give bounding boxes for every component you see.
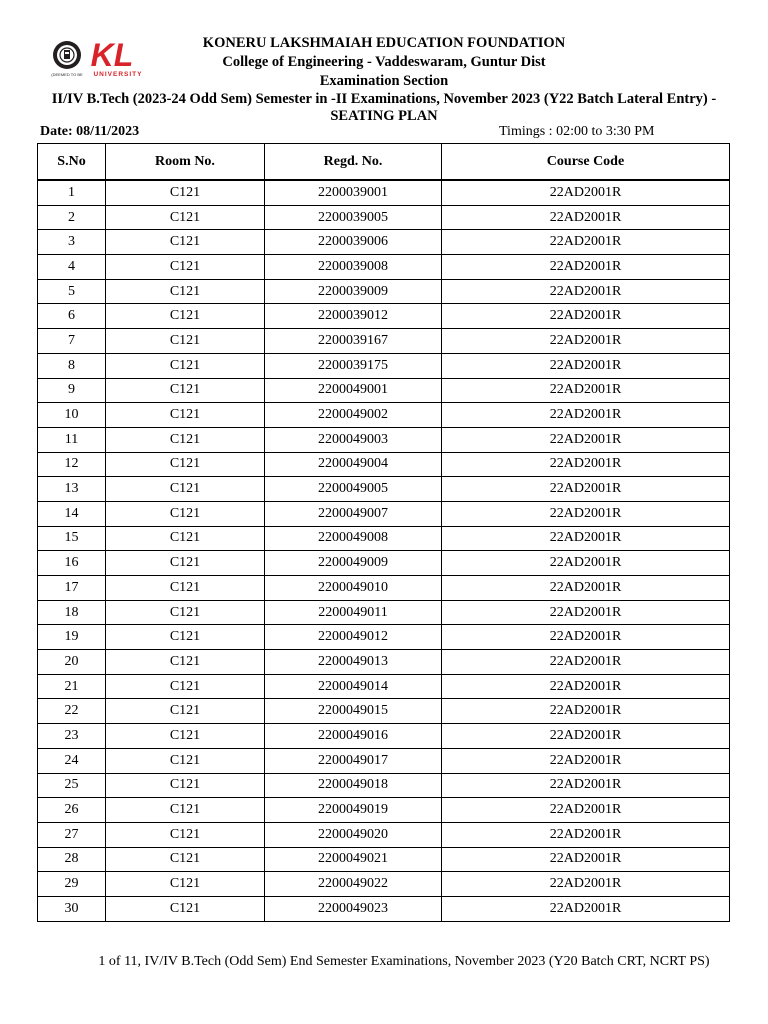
cell-regd: 2200039012 bbox=[265, 304, 442, 329]
cell-course: 22AD2001R bbox=[442, 896, 730, 921]
cell-course: 22AD2001R bbox=[442, 427, 730, 452]
cell-regd: 2200039175 bbox=[265, 353, 442, 378]
table-row bbox=[38, 526, 730, 551]
section-name: Examination Section bbox=[319, 73, 449, 89]
column-header-room: Room No. bbox=[106, 144, 265, 181]
cell-regd: 2200049012 bbox=[265, 625, 442, 650]
cell-room: C121 bbox=[106, 773, 265, 798]
cell-room: C121 bbox=[106, 180, 265, 205]
table-row bbox=[38, 255, 730, 280]
cell-sno: 20 bbox=[38, 650, 106, 675]
exam-date: Date: 08/11/2023 bbox=[40, 124, 140, 139]
cell-sno: 6 bbox=[38, 304, 106, 329]
table-row bbox=[38, 501, 730, 526]
cell-course: 22AD2001R bbox=[442, 748, 730, 773]
cell-course: 22AD2001R bbox=[442, 551, 730, 576]
exam-timings: Timings : 02:00 to 3:30 PM bbox=[499, 124, 655, 139]
table-row bbox=[38, 230, 730, 255]
table-row bbox=[38, 304, 730, 329]
table-row bbox=[38, 872, 730, 897]
cell-sno: 4 bbox=[38, 255, 106, 280]
table-row bbox=[38, 724, 730, 749]
cell-course: 22AD2001R bbox=[442, 798, 730, 823]
page-footer: 1 of 11, IV/IV B.Tech (Odd Sem) End Semester Examinations, November 2023 (Y20 Batch CRT, NCRT PS) bbox=[98, 954, 710, 969]
cell-regd: 2200049008 bbox=[265, 526, 442, 551]
cell-course: 22AD2001R bbox=[442, 600, 730, 625]
cell-course: 22AD2001R bbox=[442, 353, 730, 378]
cell-course: 22AD2001R bbox=[442, 477, 730, 502]
cell-regd: 2200039001 bbox=[265, 180, 442, 205]
cell-room: C121 bbox=[106, 329, 265, 354]
cell-sno: 13 bbox=[38, 477, 106, 502]
date-timings-row bbox=[40, 124, 730, 142]
cell-regd: 2200049005 bbox=[265, 477, 442, 502]
cell-regd: 2200039008 bbox=[265, 255, 442, 280]
cell-course: 22AD2001R bbox=[442, 872, 730, 897]
cell-regd: 2200049019 bbox=[265, 798, 442, 823]
cell-sno: 21 bbox=[38, 674, 106, 699]
cell-sno: 2 bbox=[38, 205, 106, 230]
cell-sno: 22 bbox=[38, 699, 106, 724]
cell-room: C121 bbox=[106, 378, 265, 403]
column-header-sno: S.No bbox=[38, 144, 106, 181]
cell-regd: 2200049018 bbox=[265, 773, 442, 798]
cell-regd: 2200049016 bbox=[265, 724, 442, 749]
cell-room: C121 bbox=[106, 353, 265, 378]
cell-room: C121 bbox=[106, 600, 265, 625]
cell-regd: 2200049017 bbox=[265, 748, 442, 773]
table-row bbox=[38, 625, 730, 650]
table-row bbox=[38, 822, 730, 847]
cell-course: 22AD2001R bbox=[442, 699, 730, 724]
cell-sno: 5 bbox=[38, 279, 106, 304]
cell-sno: 24 bbox=[38, 748, 106, 773]
table-row bbox=[38, 205, 730, 230]
exam-title: II/IV B.Tech (2023-24 Odd Sem) Semester in -II Examinations, November 2023 (Y22 Batch Lateral Entry) -SEATING PLAN bbox=[51, 91, 717, 124]
cell-sno: 11 bbox=[38, 427, 106, 452]
cell-regd: 2200049013 bbox=[265, 650, 442, 675]
table-row bbox=[38, 773, 730, 798]
cell-course: 22AD2001R bbox=[442, 501, 730, 526]
cell-room: C121 bbox=[106, 724, 265, 749]
cell-room: C121 bbox=[106, 403, 265, 428]
cell-regd: 2200049007 bbox=[265, 501, 442, 526]
cell-room: C121 bbox=[106, 279, 265, 304]
cell-regd: 2200049002 bbox=[265, 403, 442, 428]
cell-sno: 9 bbox=[38, 378, 106, 403]
table-row bbox=[38, 798, 730, 823]
cell-regd: 2200049001 bbox=[265, 378, 442, 403]
cell-sno: 14 bbox=[38, 501, 106, 526]
cell-room: C121 bbox=[106, 551, 265, 576]
table-row bbox=[38, 650, 730, 675]
cell-room: C121 bbox=[106, 872, 265, 897]
cell-regd: 2200049004 bbox=[265, 452, 442, 477]
cell-room: C121 bbox=[106, 674, 265, 699]
table-body bbox=[38, 180, 730, 921]
cell-regd: 2200039005 bbox=[265, 205, 442, 230]
cell-room: C121 bbox=[106, 452, 265, 477]
cell-course: 22AD2001R bbox=[442, 205, 730, 230]
table-row bbox=[38, 452, 730, 477]
cell-room: C121 bbox=[106, 798, 265, 823]
cell-course: 22AD2001R bbox=[442, 650, 730, 675]
column-header-course: Course Code bbox=[442, 144, 730, 181]
cell-room: C121 bbox=[106, 477, 265, 502]
cell-sno: 29 bbox=[38, 872, 106, 897]
table-row bbox=[38, 600, 730, 625]
cell-course: 22AD2001R bbox=[442, 724, 730, 749]
cell-course: 22AD2001R bbox=[442, 279, 730, 304]
table-row bbox=[38, 279, 730, 304]
cell-room: C121 bbox=[106, 230, 265, 255]
cell-course: 22AD2001R bbox=[442, 526, 730, 551]
table-row bbox=[38, 403, 730, 428]
cell-regd: 2200049009 bbox=[265, 551, 442, 576]
cell-regd: 2200049023 bbox=[265, 896, 442, 921]
cell-sno: 25 bbox=[38, 773, 106, 798]
cell-course: 22AD2001R bbox=[442, 674, 730, 699]
table-row bbox=[38, 847, 730, 872]
cell-course: 22AD2001R bbox=[442, 329, 730, 354]
seating-plan-table bbox=[37, 143, 730, 922]
table-row bbox=[38, 353, 730, 378]
cell-room: C121 bbox=[106, 205, 265, 230]
cell-room: C121 bbox=[106, 650, 265, 675]
cell-sno: 23 bbox=[38, 724, 106, 749]
cell-room: C121 bbox=[106, 576, 265, 601]
college-name: College of Engineering - Vaddeswaram, Guntur Dist bbox=[222, 54, 546, 70]
cell-regd: 2200049015 bbox=[265, 699, 442, 724]
cell-sno: 1 bbox=[38, 180, 106, 205]
cell-sno: 30 bbox=[38, 896, 106, 921]
table-row bbox=[38, 180, 730, 205]
cell-regd: 2200039167 bbox=[265, 329, 442, 354]
table-row bbox=[38, 477, 730, 502]
table-row bbox=[38, 699, 730, 724]
cell-course: 22AD2001R bbox=[442, 452, 730, 477]
cell-course: 22AD2001R bbox=[442, 255, 730, 280]
table-row bbox=[38, 329, 730, 354]
column-header-regd: Regd. No. bbox=[265, 144, 442, 181]
table-row bbox=[38, 576, 730, 601]
cell-course: 22AD2001R bbox=[442, 180, 730, 205]
cell-room: C121 bbox=[106, 699, 265, 724]
cell-course: 22AD2001R bbox=[442, 576, 730, 601]
table-row bbox=[38, 896, 730, 921]
cell-room: C121 bbox=[106, 822, 265, 847]
cell-course: 22AD2001R bbox=[442, 822, 730, 847]
document-header bbox=[0, 34, 768, 125]
logo-tagline: (DEEMED TO BE bbox=[51, 72, 83, 77]
cell-room: C121 bbox=[106, 255, 265, 280]
cell-regd: 2200049014 bbox=[265, 674, 442, 699]
cell-room: C121 bbox=[106, 427, 265, 452]
logo-university-text: UNIVERSITY bbox=[93, 71, 143, 78]
cell-sno: 16 bbox=[38, 551, 106, 576]
cell-room: C121 bbox=[106, 748, 265, 773]
cell-room: C121 bbox=[106, 304, 265, 329]
table-row bbox=[38, 674, 730, 699]
table-row bbox=[38, 427, 730, 452]
organization-name: KONERU LAKSHMAIAH EDUCATION FOUNDATION bbox=[202, 35, 566, 51]
cell-sno: 10 bbox=[38, 403, 106, 428]
cell-course: 22AD2001R bbox=[442, 403, 730, 428]
cell-sno: 12 bbox=[38, 452, 106, 477]
cell-room: C121 bbox=[106, 896, 265, 921]
cell-room: C121 bbox=[106, 847, 265, 872]
cell-regd: 2200039006 bbox=[265, 230, 442, 255]
cell-sno: 28 bbox=[38, 847, 106, 872]
cell-regd: 2200039009 bbox=[265, 279, 442, 304]
cell-sno: 27 bbox=[38, 822, 106, 847]
cell-course: 22AD2001R bbox=[442, 847, 730, 872]
cell-sno: 8 bbox=[38, 353, 106, 378]
cell-sno: 18 bbox=[38, 600, 106, 625]
cell-course: 22AD2001R bbox=[442, 378, 730, 403]
cell-sno: 7 bbox=[38, 329, 106, 354]
cell-course: 22AD2001R bbox=[442, 230, 730, 255]
cell-course: 22AD2001R bbox=[442, 304, 730, 329]
cell-regd: 2200049010 bbox=[265, 576, 442, 601]
cell-sno: 26 bbox=[38, 798, 106, 823]
logo-kl-text: KL bbox=[90, 38, 134, 73]
cell-sno: 19 bbox=[38, 625, 106, 650]
cell-room: C121 bbox=[106, 501, 265, 526]
table-row bbox=[38, 551, 730, 576]
table-row bbox=[38, 378, 730, 403]
cell-room: C121 bbox=[106, 625, 265, 650]
cell-room: C121 bbox=[106, 526, 265, 551]
cell-sno: 15 bbox=[38, 526, 106, 551]
cell-regd: 2200049022 bbox=[265, 872, 442, 897]
table-header-row bbox=[38, 144, 730, 181]
cell-regd: 2200049021 bbox=[265, 847, 442, 872]
cell-course: 22AD2001R bbox=[442, 773, 730, 798]
cell-regd: 2200049020 bbox=[265, 822, 442, 847]
cell-regd: 2200049003 bbox=[265, 427, 442, 452]
cell-sno: 3 bbox=[38, 230, 106, 255]
cell-sno: 17 bbox=[38, 576, 106, 601]
cell-course: 22AD2001R bbox=[442, 625, 730, 650]
cell-regd: 2200049011 bbox=[265, 600, 442, 625]
table-row bbox=[38, 748, 730, 773]
